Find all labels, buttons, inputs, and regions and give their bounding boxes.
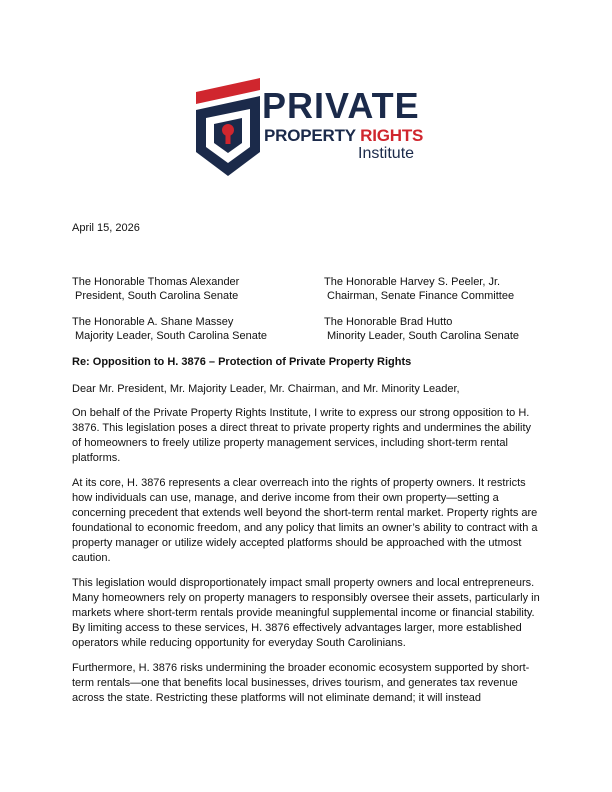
logo-word-institute: Institute [358, 145, 415, 162]
body-paragraph: This legislation would disproportionately impact small property owners and local entrepreneurs. Many homeowners rely on property managers to responsibly oversee their assets, particularly in markets where short-term rentals provide meaningful supplemental income or financial stability. By limiting access to these services, H. 3876 effectively advantages larger, more established operators while reducing opportunity for everyday South Carolinians. [72, 577, 540, 649]
institute-logo [192, 72, 424, 178]
recipient-title: Minority Leader, South Carolina Senate [327, 330, 520, 342]
letter-salutation: Dear Mr. President, Mr. Majority Leader, Mr. Chairman, and Mr. Minority Leader, [72, 383, 460, 395]
shield-keyhole-icon [192, 72, 264, 178]
logo-word-private: PRIVATE [262, 85, 420, 126]
logo-word-property: PROPERTY [264, 126, 361, 145]
recipient-title: Majority Leader, South Carolina Senate [75, 330, 268, 342]
body-paragraph: On behalf of the Private Property Rights Institute, I write to express our strong opposition to H. 3876. This legislation poses a direct threat to private property rights and undermines the ability of homeowners to freely utilize property management services, including short-term rental platforms. [72, 407, 531, 464]
recipient-title: President, South Carolina Senate [75, 290, 239, 302]
logo-word-rights: RIGHTS [360, 126, 424, 145]
recipient-title: Chairman, Senate Finance Committee [327, 290, 515, 302]
recipient-name: The Honorable Harvey S. Peeler, Jr. [324, 276, 501, 288]
recipient-name: The Honorable Thomas Alexander [72, 276, 240, 288]
recipient-name: The Honorable Brad Hutto [324, 316, 453, 328]
recipient-name: The Honorable A. Shane Massey [72, 316, 234, 328]
letter-date: April 15, 2026 [72, 222, 140, 234]
letter-subject: Re: Opposition to H. 3876 – Protection of Private Property Rights [72, 356, 412, 368]
body-paragraph: At its core, H. 3876 represents a clear overreach into the rights of property owners. It restricts how individuals can use, manage, and derive income from their own property—setting a concerning precedent that extends well beyond the short-term rental market. Property rights are foundational to economic freedom, and any policy that limits an owner’s ability to contract with a property manager or utilize widely accepted platforms should be approached with the utmost caution. [72, 477, 538, 564]
body-paragraph: Furthermore, H. 3876 risks undermining the broader economic ecosystem supported by short-term rentals—one that benefits local businesses, drives tourism, and generates tax revenue across the state. Restricting these platforms will not eliminate demand; it will instead [72, 662, 530, 704]
